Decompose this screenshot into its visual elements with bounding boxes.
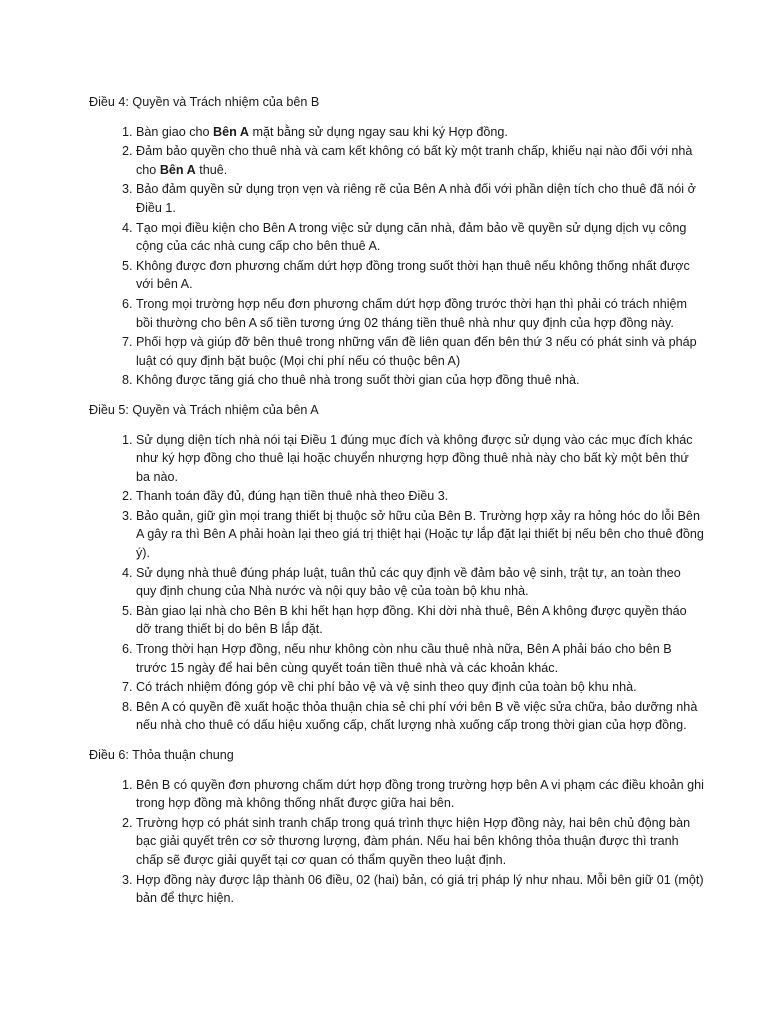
list-item: [136, 142, 704, 179]
item-text-end: mặt bằng sử dụng ngay sau khi ký Hợp đồng.: [248, 124, 508, 139]
section-heading-dieu-5: Điều 5: Quyền và Trách nhiệm của bên A: [89, 402, 319, 417]
list-item: 6. Trong thời hạn Hợp đồng, nếu như không còn nhu cầu thuê nhà nữa, Bên A phải báo cho bên B trước 15 ngày để hai bên cùng quyết toán tiền thuê nhà và các khoản khác.: [136, 640, 704, 677]
list-item: 7. Có trách nhiệm đóng góp về chi phí bảo vệ và vệ sinh theo quy định của toàn bộ khu nhà.: [136, 678, 704, 697]
section-heading-dieu-6: Điều 6: Thỏa thuận chung: [89, 748, 234, 762]
item-bold-text: Bên A: [213, 124, 249, 139]
list-dieu-5: [89, 431, 704, 736]
item-text: Đảm bảo quyền cho thuê nhà và cam kết không có bất kỳ một tranh chấp, khiếu nại nào đối với nhà cho: [136, 144, 693, 177]
item-bold-text: Bên A: [159, 162, 196, 177]
list-item: 1. Bên B có quyền đơn phương chấm dứt hợp đồng trong trường hợp bên A vi phạm các điều khoản ghi trong hợp đồng mà không thống nhất được giữa hai bên.: [136, 776, 704, 813]
list-item: 7. Phối hợp và giúp đỡ bên thuê trong những vấn đề liên quan đến bên thứ 3 nếu có phát sinh và pháp luật có quy định bặt buộc (Mọi chi phí nếu có thuộc bên A): [136, 333, 704, 370]
list-item: 5. Không được đơn phương chấm dứt hợp đồng trong suốt thời hạn thuê nếu không thống nhất được với bên A.: [136, 257, 704, 294]
list-item: 5. Bàn giao lại nhà cho Bên B khi hết hạn hợp đồng. Khi dời nhà thuê, Bên A không được quyền tháo dỡ trang thiết bị do bên B lắp đặt.: [136, 602, 704, 639]
item-text: Bàn giao cho: [136, 124, 214, 139]
list-item: 2. Thanh toán đầy đủ, đúng hạn tiền thuê nhà theo Điều 3.: [136, 487, 704, 506]
list-item: 1. Sử dụng diện tích nhà nói tại Điều 1 đúng mục đích và không được sử dụng vào các mục đích khác như ký hợp đồng cho thuê lại hoặc chuyển nhượng hợp đồng thuê nhà này cho bất kỳ một bên thứ ba nào.: [136, 431, 704, 487]
list-item: [136, 123, 704, 142]
list-item: 8. Không được tăng giá cho thuê nhà trong suốt thời gian của hợp đồng thuê nhà.: [136, 371, 704, 390]
list-item: 2. Trường hợp có phát sinh tranh chấp trong quá trình thực hiện Hợp đồng này, hai bên chủ động bàn bạc giải quyết trên cơ sở thương lượng, đàm phán. Nếu hai bên không thỏa thuận được thì tranh chấp sẽ được giải quyết tại cơ quan có thẩm quyền theo luật định.: [136, 814, 704, 870]
list-dieu-6: [89, 776, 704, 908]
list-item: 8. Bên A có quyền đề xuất hoặc thỏa thuận chia sẻ chi phí với bên B về việc sửa chữa, bảo dưỡng nhà nếu nhà cho thuê có dấu hiệu xuống cấp, chất lượng nhà xuống cấp trong thời gian của hợp đồng.: [136, 698, 704, 735]
list-dieu-4: [89, 123, 704, 390]
list-item: 6. Trong mọi trường hợp nếu đơn phương chấm dứt hợp đồng trước thời hạn thì phải có trách nhiệm bồi thường cho bên A số tiền tương ứng 02 tháng tiền thuê nhà như quy định của hợp đồng này.: [136, 295, 704, 332]
list-item: 4. Tạo mọi điều kiện cho Bên A trong việc sử dụng căn nhà, đảm bảo về quyền sử dụng dịch vụ công cộng của các nhà cung cấp cho bên thuê A.: [136, 219, 704, 256]
item-text-end: thuê.: [195, 162, 228, 177]
list-item: 3. Bảo đảm quyền sử dụng trọn vẹn và riêng rẽ của Bên A nhà đối với phần diện tích cho thuê đã nói ở Điều 1.: [136, 180, 704, 217]
list-item: 3. Hợp đồng này được lập thành 06 điều, 02 (hai) bản, có giá trị pháp lý như nhau. Mỗi bên giữ 01 (một) bản để thực hiện.: [136, 871, 704, 908]
list-item: 3. Bảo quản, giữ gìn mọi trang thiết bị thuộc sở hữu của Bên B. Trường hợp xảy ra hỏng hóc do lỗi Bên A gây ra thì Bên A phải hoàn lại theo giá trị thiệt hại (Hoặc tự lắp đặt lại thiết bị nếu bên cho thuê đồng ý).: [136, 507, 704, 563]
list-item: 4. Sử dụng nhà thuê đúng pháp luật, tuân thủ các quy định về đảm bảo vệ sinh, trật tự, an toàn theo quy định chung của Nhà nước và nội quy bảo vệ của toàn bộ khu nhà.: [136, 564, 704, 601]
section-heading-dieu-4: Điều 4: Quyền và Trách nhiệm của bên B: [89, 95, 320, 109]
